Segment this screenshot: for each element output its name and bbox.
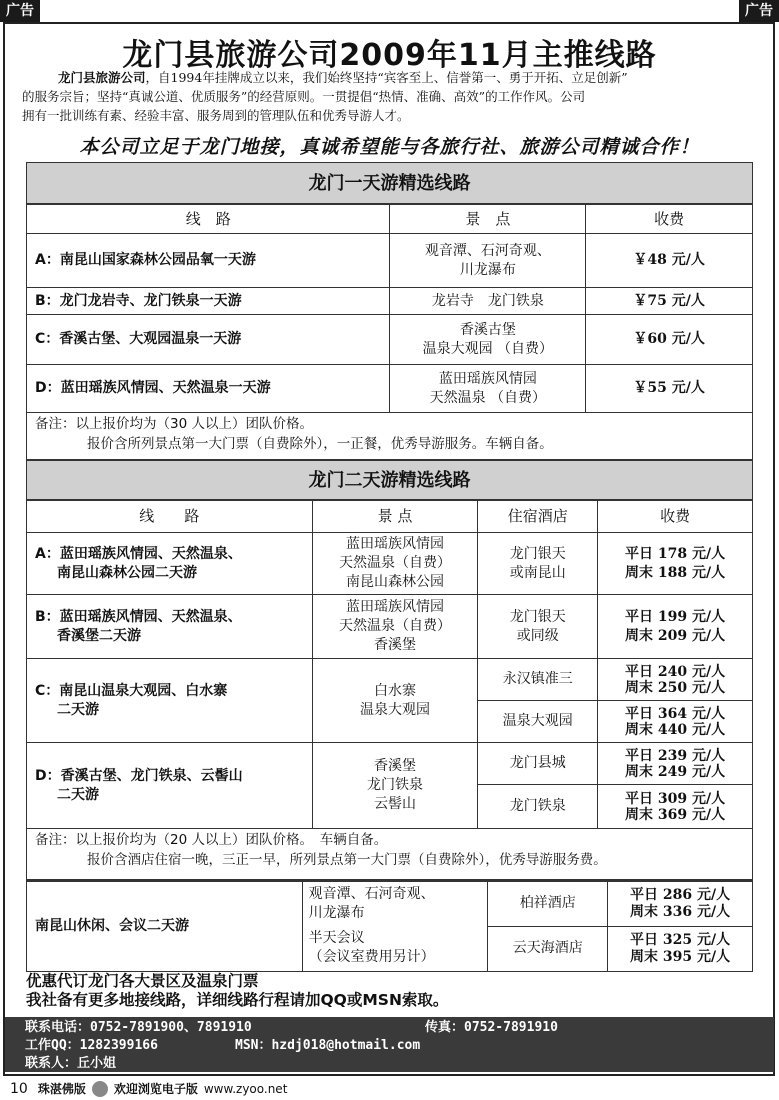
table-row: 温泉大观园 平日 364 元/人 周末 440 元/人: [27, 701, 753, 743]
table-row: B：龙门龙岩寺、龙门铁泉一天游 龙岩寺 龙门铁泉 ￥75 元/人: [27, 288, 753, 315]
contact-msn: MSN：hzdj018@hotmail.com: [235, 1038, 421, 1053]
two-day-heading: 龙门二天游精选线路: [26, 460, 753, 500]
table-row: D：蓝田瑶族风情园、天然温泉一天游 蓝田瑶族风情园 天然温泉 （自费） ￥55 元/人: [27, 365, 753, 413]
contact-bar: [5, 1017, 774, 1072]
company-name: 龙门县旅游公司: [58, 70, 146, 85]
slogan: 本公司立足于龙门地接，真诚希望能与各旅行社、旅游公司精诚合作！: [79, 136, 700, 158]
table-row: A：南昆山国家森林公园品氧一天游 观音潭、石河奇观、 川龙瀑布 ￥48 元/人: [27, 234, 753, 288]
leisure-table: [26, 880, 753, 972]
contact-phone: 联系电话：0752-7891900、7891910: [25, 1020, 252, 1035]
ad-tag-right: 广告: [739, 0, 779, 22]
promo: 优惠代订龙门各大景区及温泉门票 我社备有更多地接线路，详细线路行程请加QQ或MSN索取。: [26, 972, 449, 1009]
one-day-table: 线 路 景 点 收费 A：南昆山国家森林公园品氧一天游 观音潭、石河奇观、 川龙瀑布 ￥48 元/人 B：龙门龙岩寺、龙门铁泉一天游 龙岩寺 龙门铁泉 ￥75 元/人 C：香溪古堡、大观园温泉一天游 香溪古堡 温泉大观园 （自费） ￥60 元/人 D：蓝田瑶族风情园、天然温泉一天游 蓝田瑶族风情园 天然温泉 （自费） ￥55 元/人: [26, 204, 753, 413]
two-day-table: 线 路 景 点 住宿酒店 收费 A：蓝田瑶族风情园、天然温泉、 南昆山森林公园二天游 蓝田瑶族风情园 天然温泉（自费） 南昆山森林公园 龙门银天 或南昆山 平日 178 元/人 周末 188 元/人 B：蓝田瑶族风情园、天然温泉、 香溪堡二天游 蓝田瑶族风情园 天然温泉（自费） 香溪堡 龙门银天 或同级 平日 199 元/人 周末 209 元/人 C：南昆山温泉大观园、白水寨 二天游 白水寨 温泉大观园 永汉镇准三 平日 240 元/人 周末 250 元/人 温泉大观园 平日 364 元/人 周末 440 元/人 D：香溪古堡、龙门铁泉、云髻山 二天游 香溪堡 龙门铁泉 云髻山 龙门县城 平日 239 元/人 周末 249 元/人 龙门铁泉 平日 309 元/人 周末 369 元/人: [26, 500, 753, 829]
two-day-note: 备注：以上报价均为（20 人以上）团队价格。 车辆自备。 报价含酒店住宿一晚，三正一早，所列景点第一大门票（自费除外），优秀导游服务费。: [26, 828, 753, 880]
table-row: 龙门铁泉 平日 309 元/人 周末 369 元/人: [27, 785, 753, 829]
edition-logo-icon: [92, 1081, 108, 1097]
table-row: C：南昆山温泉大观园、白水寨 二天游 白水寨 温泉大观园 永汉镇准三 平日 240 元/人 周末 250 元/人: [27, 659, 753, 701]
table-row: D：香溪古堡、龙门铁泉、云髻山 二天游 香溪堡 龙门铁泉 云髻山 龙门县城 平日 239 元/人 周末 249 元/人: [27, 743, 753, 785]
contact-person: 联系人：丘小姐: [25, 1056, 117, 1071]
contact-fax: 传真：0752-7891910: [425, 1020, 558, 1035]
table-row: 南昆山休闲、会议二天游 观音潭、石河奇观、 川龙瀑布 柏祥酒店 平日 286 元/人 周末 336 元/人: [27, 881, 753, 926]
page-title: 龙门县旅游公司2009年11月主推线路: [122, 38, 657, 73]
company-intro: 龙门县旅游公司，自1994年挂牌成立以来，我们始终坚持“宾客至上、信誉第一、勇于开拓、立足创新” 的服务宗旨；坚持“真诚公道、优质服务”的经营原则。一贯提倡“热情、准确、高效”的工作作风。公司 拥有一批训练有素、经验丰富、服务周到的管理队伍和优秀导游人才。: [22, 70, 628, 123]
contact-qq: 工作QQ：1282399166: [25, 1038, 158, 1053]
table-row: B：蓝田瑶族风情园、天然温泉、 香溪堡二天游 蓝田瑶族风情园 天然温泉（自费） 香溪堡 龙门银天 或同级 平日 199 元/人 周末 209 元/人: [27, 595, 753, 659]
table-row: A：蓝田瑶族风情园、天然温泉、 南昆山森林公园二天游 蓝田瑶族风情园 天然温泉（自费） 南昆山森林公园 龙门银天 或南昆山 平日 178 元/人 周末 188 元/人: [27, 533, 753, 595]
one-day-note: 备注：以上报价均为（30 人以上）团队价格。 报价含所列景点第一大门票（自费除外），一正餐，优秀导游服务。车辆自备。: [26, 412, 753, 460]
table-row: 半天会议 （会议室费用另计） 云天海酒店 平日 325 元/人 周末 395 元/人: [27, 926, 753, 971]
ad-tag-left: 广告: [0, 0, 40, 22]
footer-url: www.zyoo.net: [203, 1081, 288, 1096]
one-day-heading: 龙门一天游精选线路: [26, 162, 753, 204]
table-row: C：香溪古堡、大观园温泉一天游 香溪古堡 温泉大观园 （自费） ￥60 元/人: [27, 315, 753, 365]
page-footer: 10 珠湛佛版 欢迎浏览电子版 www.zyoo.net: [10, 1080, 288, 1097]
page-number: 10: [10, 1080, 28, 1097]
